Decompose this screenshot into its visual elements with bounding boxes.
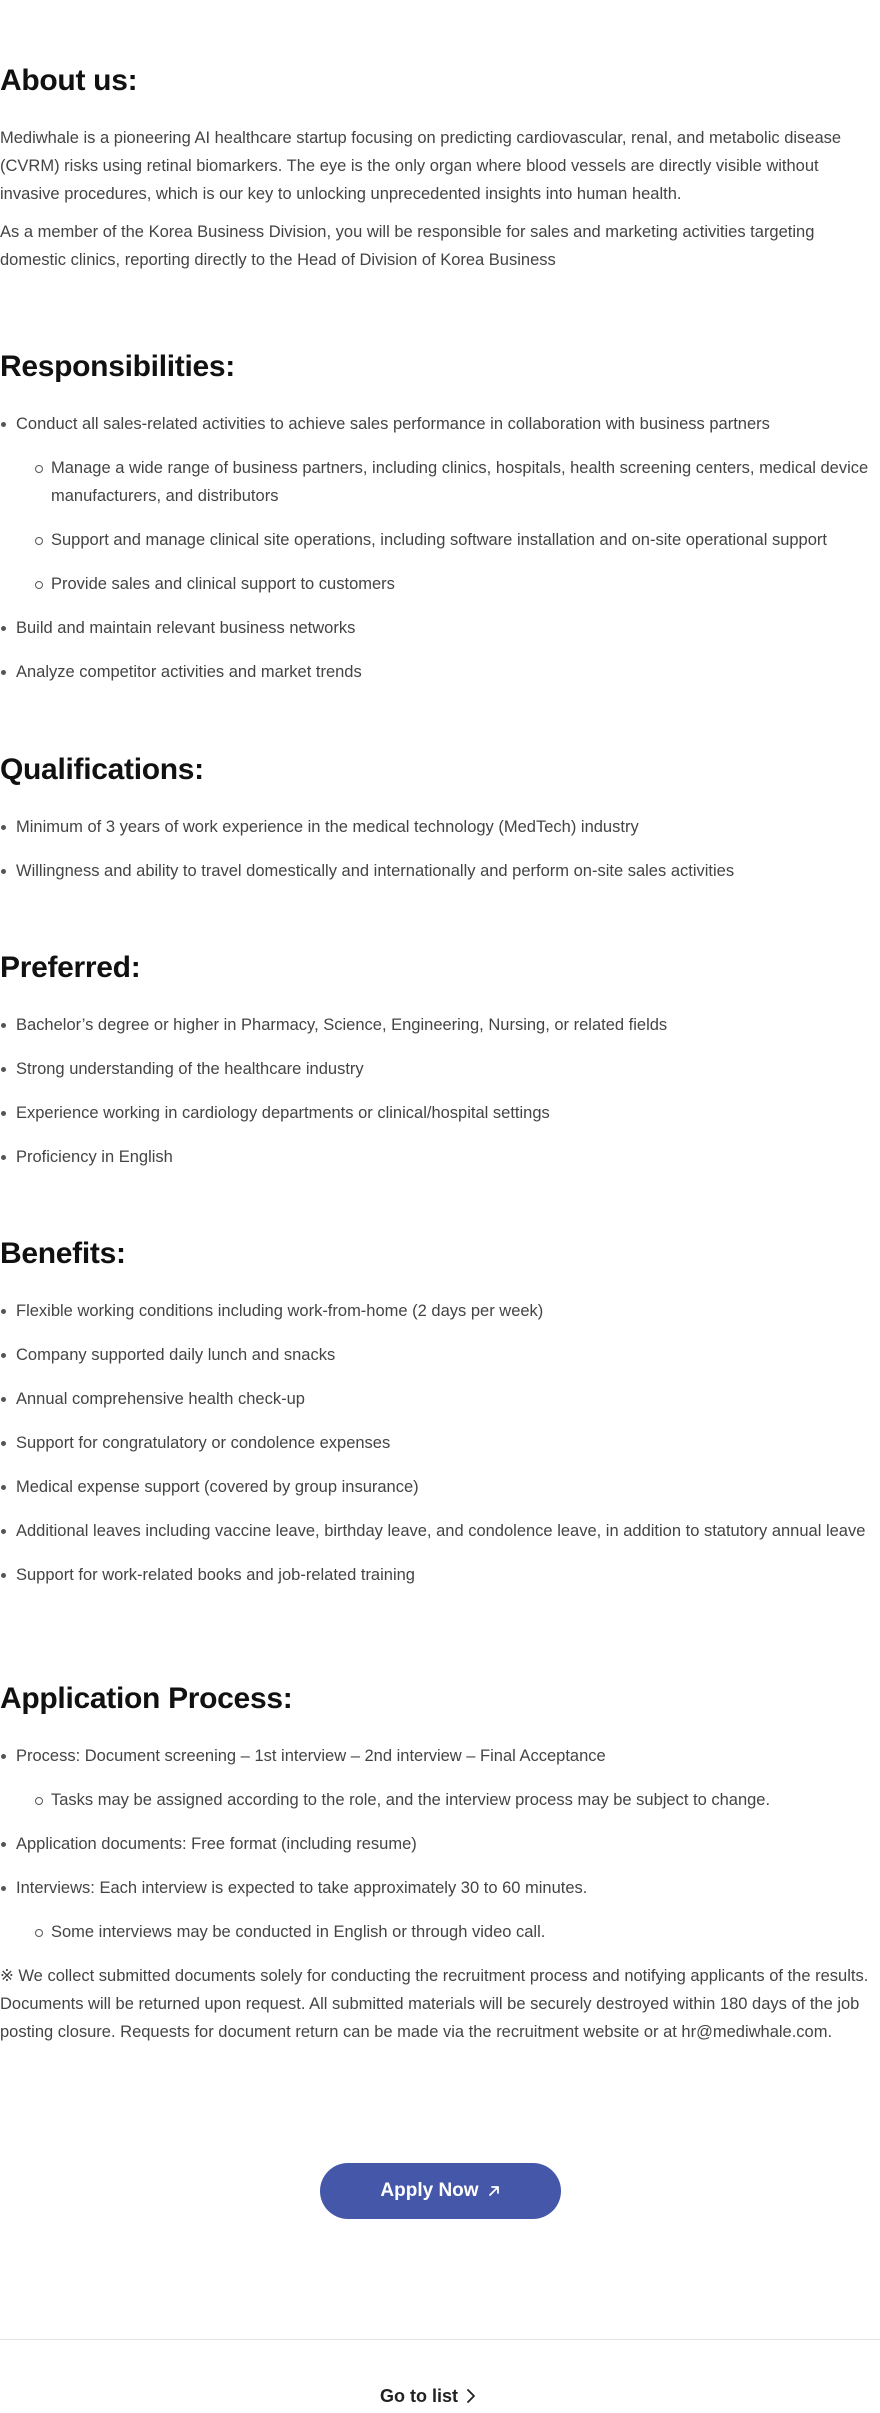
privacy-note: ※ We collect submitted documents solely for conducting the recruitment process and notifying applicants of the results. Documents will be returned upon request. All submitted materials will be securely destroyed within 180 days of the job posting closure. Requests for document return can be made via the recruitment website or at hr@mediwhale.com. [0, 1967, 869, 2041]
sub-list-item: Tasks may be assigned according to the role, and the interview process may be subject to change. [0, 1786, 880, 1814]
list-item: Application documents: Free format (including resume) [0, 1830, 880, 1858]
list-item: Annual comprehensive health check-up [0, 1385, 880, 1413]
sub-list-item: Support and manage clinical site operations, including software installation and on-site operational support [0, 526, 880, 554]
list-item: Flexible working conditions including work-from-home (2 days per week) [0, 1297, 880, 1325]
chevron-right-icon [466, 2388, 476, 2404]
benefits-list [0, 1297, 880, 1589]
list-item: Interviews: Each interview is expected to take approximately 30 to 60 minutes. [0, 1874, 880, 1902]
preferred-list [0, 1011, 880, 1171]
sub-list-item: Provide sales and clinical support to customers [0, 570, 880, 598]
benefits-section [0, 1235, 880, 1589]
go-to-list-label: Go to list [380, 2385, 458, 2406]
about-paragraph: As a member of the Korea Business Division, you will be responsible for sales and marketing activities targeting domestic clinics, reporting directly to the Head of Division of Korea Business [0, 223, 815, 269]
sub-list-item: Some interviews may be conducted in English or through video call. [0, 1918, 880, 1946]
divider [0, 2339, 880, 2340]
qualifications-list [0, 813, 880, 885]
qualifications-section [0, 751, 880, 885]
responsibilities-section [0, 348, 880, 686]
list-item: Process: Document screening – 1st interview – 2nd interview – Final Acceptance [0, 1742, 880, 1770]
preferred-section [0, 949, 880, 1171]
about-title: About us: [0, 64, 138, 97]
list-item: Bachelor’s degree or higher in Pharmacy, Science, Engineering, Nursing, or related fields [0, 1011, 880, 1039]
application-section [0, 1680, 880, 2046]
list-item: Analyze competitor activities and market trends [0, 658, 880, 686]
list-item: Willingness and ability to travel domestically and internationally and perform on-site sales activities [0, 857, 880, 885]
apply-now-button[interactable] [320, 2163, 561, 2219]
arrow-up-right-icon [487, 2184, 501, 2198]
go-to-list-link[interactable] [380, 2382, 476, 2410]
preferred-title: Preferred: [0, 951, 141, 984]
responsibilities-list [0, 410, 880, 686]
list-item: Support for work-related books and job-related training [0, 1561, 880, 1589]
about-section [0, 62, 880, 274]
list-item: Company supported daily lunch and snacks [0, 1341, 880, 1369]
list-item: Build and maintain relevant business networks [0, 614, 880, 642]
sub-list-item: Manage a wide range of business partners, including clinics, hospitals, health screening centers, medical device manufacturers, and distributors [0, 454, 880, 510]
responsibilities-title: Responsibilities: [0, 350, 235, 383]
list-item: Support for congratulatory or condolence expenses [0, 1429, 880, 1457]
list-item: Strong understanding of the healthcare industry [0, 1055, 880, 1083]
list-item: Conduct all sales-related activities to achieve sales performance in collaboration with business partners [0, 410, 880, 438]
list-item: Medical expense support (covered by group insurance) [0, 1473, 880, 1501]
list-item: Proficiency in English [0, 1143, 880, 1171]
qualifications-title: Qualifications: [0, 753, 204, 786]
application-list [0, 1742, 880, 1946]
about-paragraph: Mediwhale is a pioneering AI healthcare startup focusing on predicting cardiovascular, renal, and metabolic disease (CVRM) risks using retinal biomarkers. The eye is the only organ where blood vessels are directly visible without invasive procedures, which is our key to unlocking unprecedented insights into human health. [0, 129, 842, 203]
list-item: Minimum of 3 years of work experience in the medical technology (MedTech) industry [0, 813, 880, 841]
list-item: Additional leaves including vaccine leave, birthday leave, and condolence leave, in addition to statutory annual leave [0, 1517, 880, 1545]
list-item: Experience working in cardiology departments or clinical/hospital settings [0, 1099, 880, 1127]
benefits-title: Benefits: [0, 1237, 126, 1270]
apply-now-label: Apply Now [380, 2180, 479, 2201]
application-title: Application Process: [0, 1682, 293, 1715]
